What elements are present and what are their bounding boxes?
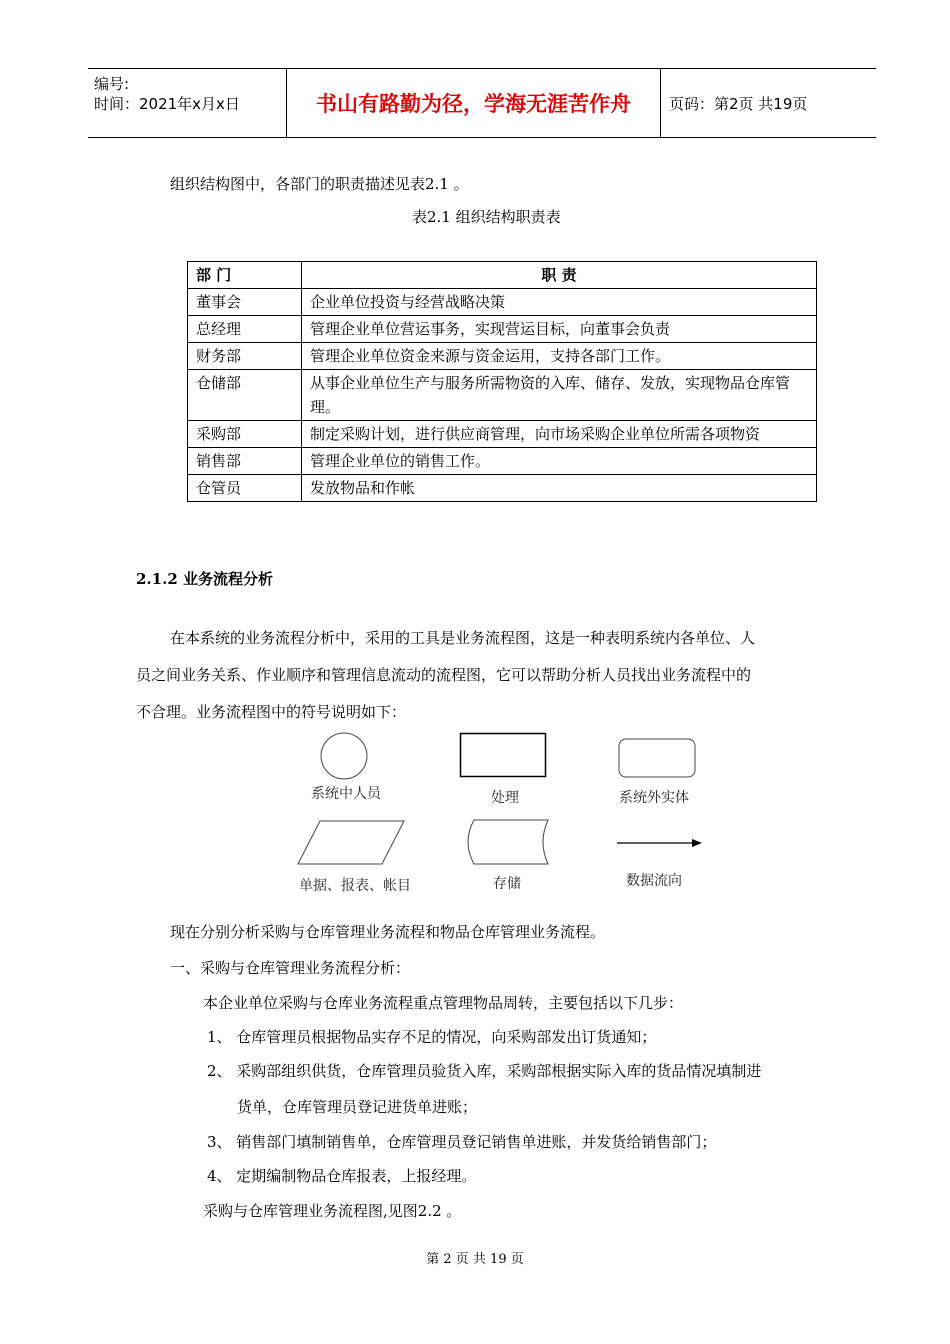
table-row xyxy=(188,448,817,475)
duty-cell: 企业单位投资与经营战略决策 xyxy=(302,289,817,316)
paragraph-line-1: 在本系统的业务流程分析中，采用的工具是业务流程图，这是一种表明系统内各单位、人 xyxy=(170,629,756,647)
page-label: 页码：第2页 共19页 xyxy=(669,94,808,113)
duty-cell: 管理企业单位营运事务，实现营运目标，向董事会负责 xyxy=(302,316,817,343)
external-entity-symbol-label: 系统外实体 xyxy=(619,790,689,806)
document-symbol-label: 单据、报表、帐目 xyxy=(299,878,411,894)
dept-cell: 董事会 xyxy=(188,289,302,316)
storage-symbol-label: 存储 xyxy=(493,876,521,892)
step-1: 1、 仓库管理员根据物品实存不足的情况，向采购部发出订货通知； xyxy=(207,1028,657,1046)
table-row xyxy=(188,475,817,502)
table-header-row xyxy=(188,262,817,289)
table-row xyxy=(188,343,817,370)
table-row xyxy=(188,289,817,316)
duty-cell: 从事企业单位生产与服务所需物资的入库、储存、发放，实现物品仓库管理。 xyxy=(302,370,817,421)
external-entity-symbol-icon xyxy=(618,738,698,780)
duty-cell: 管理企业单位的销售工作。 xyxy=(302,448,817,475)
process-symbol-icon xyxy=(459,732,549,780)
duty-table xyxy=(187,261,817,502)
duty-cell: 管理企业单位资金来源与资金运用，支持各部门工作。 xyxy=(302,343,817,370)
document-symbol-icon xyxy=(296,819,408,867)
process-symbol-label: 处理 xyxy=(491,790,519,806)
page-header xyxy=(88,68,876,138)
data-flow-symbol-label: 数据流向 xyxy=(626,873,682,889)
dept-cell: 总经理 xyxy=(188,316,302,343)
table-row xyxy=(188,316,817,343)
table-row xyxy=(188,370,817,421)
step-2: 2、 采购部组织供货，仓库管理员验货入库，采购部根据实际入库的货品情况填制进 xyxy=(207,1062,762,1080)
dept-cell: 仓储部 xyxy=(188,370,302,421)
closing-text: 采购与仓库管理业务流程图,见图2.2 。 xyxy=(203,1202,462,1220)
part-one-title: 一、采购与仓库管理业务流程分析： xyxy=(170,959,411,977)
person-symbol-label: 系统中人员 xyxy=(311,786,381,802)
step-2-continued: 货单，仓库管理员登记进货单进账； xyxy=(237,1098,478,1116)
analysis-intro: 现在分别分析采购与仓库管理业务流程和物品仓库管理业务流程。 xyxy=(170,923,606,941)
number-label: 编号: xyxy=(94,75,130,93)
storage-symbol-icon xyxy=(460,818,552,868)
data-flow-arrow-icon xyxy=(616,836,706,850)
duty-cell: 发放物品和作帐 xyxy=(302,475,817,502)
dept-cell: 仓管员 xyxy=(188,475,302,502)
person-symbol-icon xyxy=(319,732,371,780)
paragraph-line-3: 不合理。业务流程图中的符号说明如下： xyxy=(136,703,407,721)
dept-cell: 采购部 xyxy=(188,421,302,448)
paragraph-line-2: 员之间业务关系、作业顺序和管理信息流动的流程图，它可以帮助分析人员找出业务流程中的 xyxy=(136,666,752,684)
dept-cell: 销售部 xyxy=(188,448,302,475)
header-duty: 职 责 xyxy=(302,262,817,289)
time-label: 时间：2021年x月x日 xyxy=(94,95,240,113)
header-dept: 部 门 xyxy=(188,262,302,289)
motto: 书山有路勤为径，学海无涯苦作舟 xyxy=(287,69,661,137)
header-meta xyxy=(88,69,287,137)
duty-cell: 制定采购计划，进行供应商管理，向市场采购企业单位所需各项物资 xyxy=(302,421,817,448)
step-4: 4、 定期编制物品仓库报表，上报经理。 xyxy=(207,1167,477,1185)
part-one-intro: 本企业单位采购与仓库业务流程重点管理物品周转，主要包括以下几步： xyxy=(203,994,684,1012)
page-footer: 第 2 页 共 19 页 xyxy=(426,1252,524,1267)
intro-text: 组织结构图中，各部门的职责描述见表2.1 。 xyxy=(170,175,469,193)
dept-cell: 财务部 xyxy=(188,343,302,370)
table-caption: 表2.1 组织结构职责表 xyxy=(412,208,561,226)
table-row xyxy=(188,421,817,448)
step-3: 3、 销售部门填制销售单，仓库管理员登记销售单进账，并发货给销售部门； xyxy=(207,1133,717,1151)
section-title: 2.1.2 业务流程分析 xyxy=(136,570,273,588)
